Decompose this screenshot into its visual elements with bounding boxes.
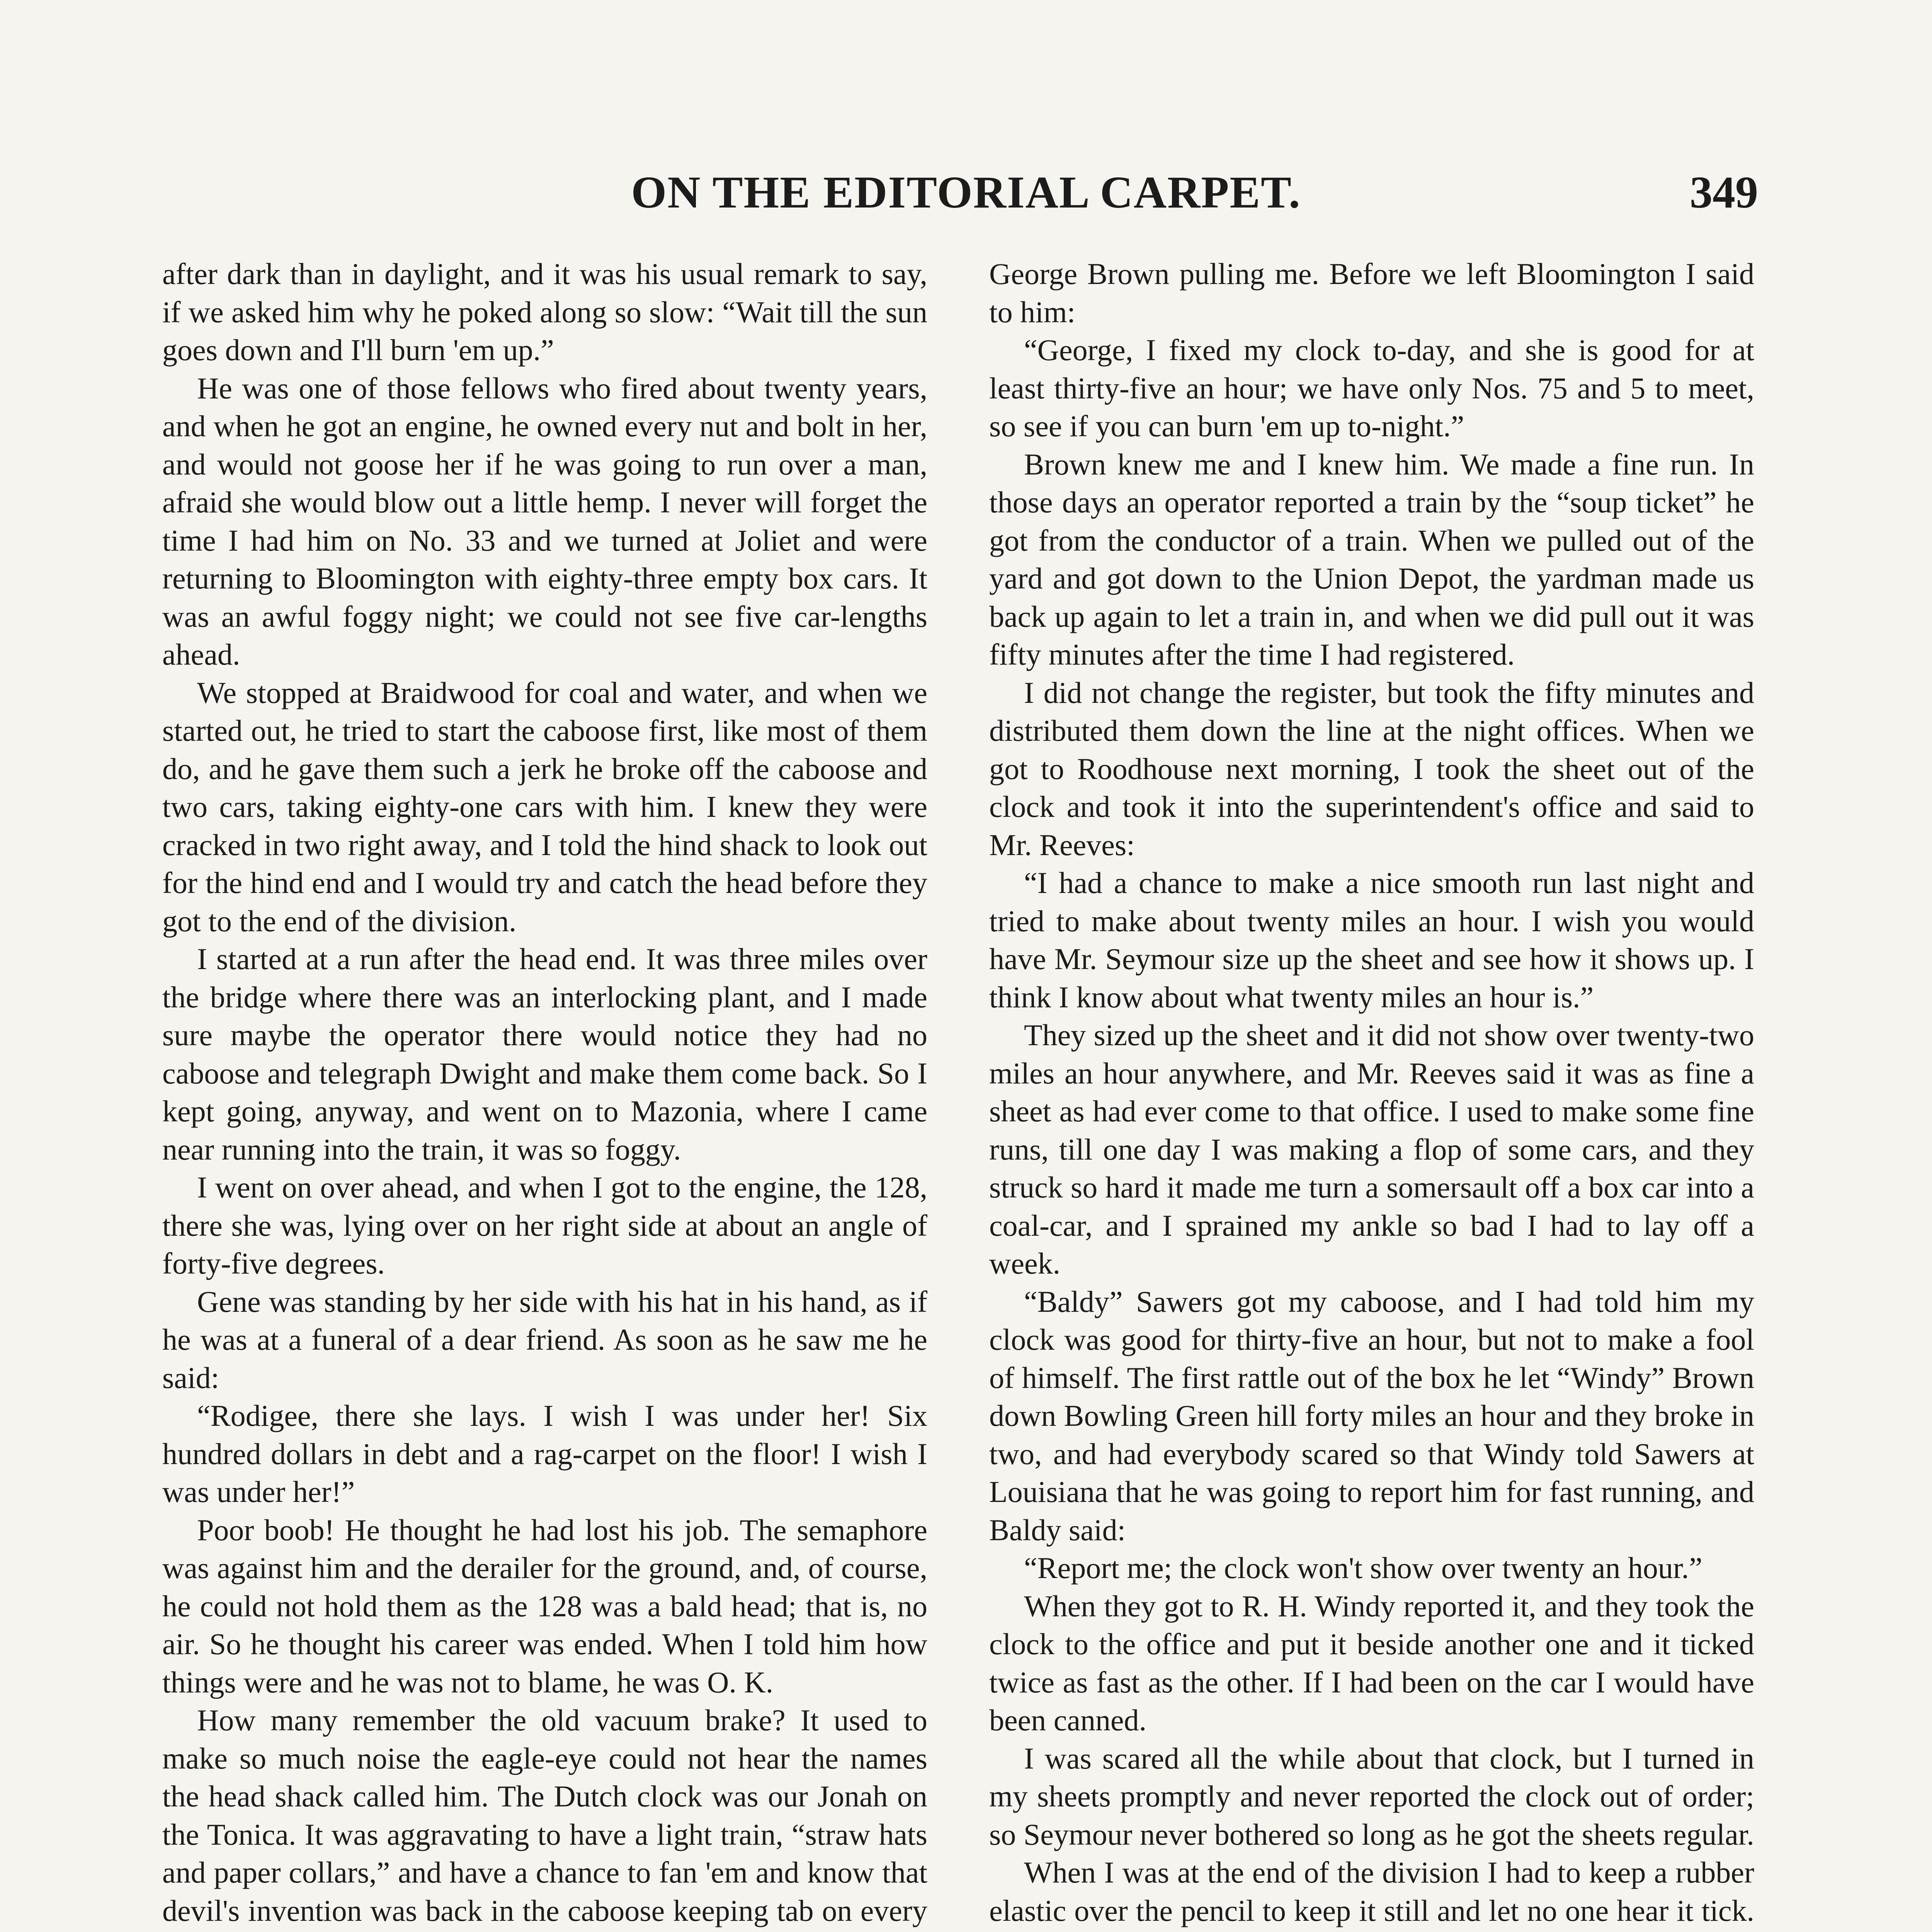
paragraph: I started at a run after the head end. It was three miles over the bridge where there was an interlocking plant, and I made sure maybe the operator there would notice they had no caboose and telegraph Dwight and make them come back. So I kept going, anyway, and went on to Mazonia, where I came near running into the train, it was so foggy. (162, 942, 927, 1166)
paragraph: George Brown pulling me. Before we left Bloomington I said to him: (989, 257, 1754, 329)
paragraph: When they got to R. H. Windy reported it, and they took the clock to the office and put it beside another one and it ticked twice as fast as the other. If I had been on the car I would have been canned. (989, 1589, 1754, 1737)
running-title: ON THE EDITORIAL CARPET. (631, 167, 1301, 218)
page-number: 349 (1690, 167, 1758, 218)
paragraph: We stopped at Braidwood for coal and water, and when we started out, he tried to start the caboose first, like most of them do, and he gave them such a jerk he broke off the caboose and two cars, taking eighty-one cars with him. I knew they were cracked in two right away, and I told the hind shack to look out for the hind end and I would try and catch the head before they got to the end of the division. (162, 675, 927, 938)
paragraph: He was one of those fellows who fired about twenty years, and when he got an engine, he owned every nut and bolt in her, and would not goose her if he was going to run over a man, afraid she would blow out a little hemp. I never will forget the time I had him on No. 33 and we turned at Joliet and were returning to Bloomington with eighty-three empty box cars. It was an awful foggy night; we could not see five car-lengths ahead. (162, 371, 927, 671)
paragraph: “Report me; the clock won't show over twenty an hour.” (1024, 1551, 1702, 1585)
paragraph: I was scared all the while about that clock, but I turned in my sheets promptly and never reported the clock out of order; so Seymour never bothered so long as he got the sheets regular. (989, 1741, 1754, 1851)
paragraph: “Baldy” Sawers got my caboose, and I had told him my clock was good for thirty-five an hour, but not to make a fool of himself. The first rattle out of the box he let “Windy” Brown down Bowling Green hill forty miles an hour and they broke in two, and had everybody scared so that Windy told Sawers at Louisiana that he was going to report him for fast running, and Baldy said: (989, 1284, 1754, 1547)
paragraph: I did not change the register, but took the fifty minutes and distributed them down the line at the night offices. When we got to Roodhouse next morning, I took the sheet out of the clock and took it into the superintendent's office and said to Mr. Reeves: (989, 675, 1754, 862)
left-column (162, 255, 927, 1932)
paragraph: “Rodigee, there she lays. I wish I was under her! Six hundred dollars in debt and a rag-carpet on the floor! I wish I was under her!” (162, 1399, 927, 1509)
paragraph: “I had a chance to make a nice smooth run last night and tried to make about twenty miles an hour. I wish you would have Mr. Seymour size up the sheet and see how it shows up. I think I know about what twenty miles an hour is.” (989, 866, 1754, 1014)
paragraph: Gene was standing by her side with his hat in his hand, as if he was at a funeral of a dear friend. As soon as he saw me he said: (162, 1284, 927, 1395)
paragraph: Poor boob! He thought he had lost his job. The semaphore was against him and the derailer for the ground, and, of course, he could not hold them as the 128 was a bald head; that is, no air. So he thought his career was ended. When I told him how things were and he was not to blame, he was O. K. (162, 1513, 927, 1699)
paragraph: Brown knew me and I knew him. We made a fine run. In those days an operator reported a train by the “soup ticket” he got from the conductor of a train. When we pulled out of the yard and got down to the Union Depot, the yardman made us back up again to let a train in, and when we did pull out it was fifty minutes after the time I had registered. (989, 447, 1754, 671)
paragraph: after dark than in daylight, and it was his usual remark to say, if we asked him why he poked along so slow: “Wait till the sun goes down and I'll burn 'em up.” (162, 257, 927, 367)
paragraph: “George, I fixed my clock to-day, and she is good for at least thirty-five an hour; we have only Nos. 75 and 5 to meet, so see if you can burn 'em up to-night.” (989, 333, 1754, 443)
right-column (989, 255, 1754, 1932)
paragraph: How many remember the old vacuum brake? It used to make so much noise the eagle-eye could not hear the names the head shack called him. The Dutch clock was our Jonah on the Tonica. It was aggravating to have a light train, “straw hats and paper collars,” and have a chance to fan 'em and know that devil's invention was back in the caboose keeping tab on every (162, 1703, 927, 1927)
paragraph: When I was at the end of the division I had to keep a rubber elastic over the pencil to keep it still and let no one hear it tick. (989, 1855, 1754, 1927)
paragraph: I went on over ahead, and when I got to the engine, the 128, there she was, lying over on her right side at about an angle of forty-five degrees. (162, 1170, 927, 1280)
paragraph: They sized up the sheet and it did not show over twenty-two miles an hour anywhere, and Mr. Reeves said it was as fine a sheet as had ever come to that office. I used to make some fine runs, till one day I was making a flop of some cars, and they struck so hard it made me turn a somersault off a box car into a coal-car, and I sprained my ankle so bad I had to lay off a week. (989, 1018, 1754, 1280)
